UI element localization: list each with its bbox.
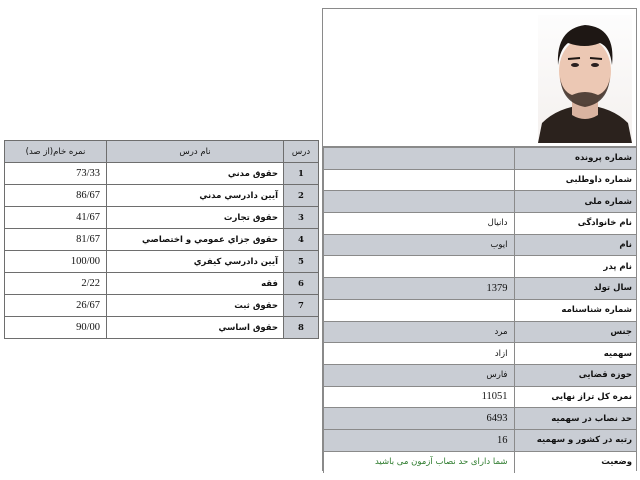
info-label: سال تولد xyxy=(514,278,636,300)
status-message: شما دارای حد نصاب آزمون می باشید xyxy=(324,451,515,473)
info-value: 16 xyxy=(324,429,515,451)
row-index: 5 xyxy=(284,251,319,273)
table-row xyxy=(5,317,319,339)
table-row xyxy=(5,185,319,207)
table-row xyxy=(5,251,319,273)
info-row-birth-year xyxy=(324,278,637,300)
row-index: 6 xyxy=(284,273,319,295)
photo-box xyxy=(323,9,636,147)
header-raw-score: نمره خام(از صد) xyxy=(5,141,107,163)
course-name: حقوق تجارت xyxy=(107,207,284,229)
info-value: 6493 xyxy=(324,408,515,430)
header-index: درس xyxy=(284,141,319,163)
table-row xyxy=(5,295,319,317)
table-row xyxy=(5,163,319,185)
row-index: 8 xyxy=(284,317,319,339)
course-name: حقوق اساسي xyxy=(107,317,284,339)
info-row-national-id xyxy=(324,191,637,213)
info-label: شماره ملی xyxy=(514,191,636,213)
info-value: مرد xyxy=(324,321,515,343)
info-label: شماره پرونده xyxy=(514,148,636,170)
info-row-quota-threshold xyxy=(324,408,637,430)
info-label: نام xyxy=(514,234,636,256)
info-row-first-name xyxy=(324,234,637,256)
info-value: ایوب xyxy=(324,234,515,256)
info-value: 11051 xyxy=(324,386,515,408)
course-name: آيين دادرسي كيفري xyxy=(107,251,284,273)
course-score: 100/00 xyxy=(5,251,107,273)
info-row-candidate-number xyxy=(324,169,637,191)
course-score: 41/67 xyxy=(5,207,107,229)
course-name: حقوق مدني xyxy=(107,163,284,185)
row-index: 4 xyxy=(284,229,319,251)
candidate-info-table xyxy=(323,147,636,473)
info-label: حد نصاب در سهمیه xyxy=(514,408,636,430)
info-value: دانیال xyxy=(324,213,515,235)
row-index: 7 xyxy=(284,295,319,317)
course-name: حقوق ثبت xyxy=(107,295,284,317)
info-row-gender xyxy=(324,321,637,343)
info-row-status xyxy=(324,451,637,473)
course-score: 90/00 xyxy=(5,317,107,339)
info-label: وضعیت xyxy=(514,451,636,473)
info-label: شماره شناسنامه xyxy=(514,299,636,321)
info-row-last-name xyxy=(324,213,637,235)
info-label: نام پدر xyxy=(514,256,636,278)
header-course-name: نام درس xyxy=(107,141,284,163)
info-row-final-score xyxy=(324,386,637,408)
info-value xyxy=(324,299,515,321)
row-index: 1 xyxy=(284,163,319,185)
info-row-judicial-district xyxy=(324,364,637,386)
grades-table xyxy=(4,140,319,339)
candidate-profile-panel xyxy=(322,8,637,471)
info-value xyxy=(324,191,515,213)
info-value: 1379 xyxy=(324,278,515,300)
person-portrait-icon xyxy=(538,15,632,143)
course-name: فقه xyxy=(107,273,284,295)
info-row-quota xyxy=(324,343,637,365)
row-index: 3 xyxy=(284,207,319,229)
info-label: نمره کل تراز نهایی xyxy=(514,386,636,408)
info-row-father-name xyxy=(324,256,637,278)
info-label: حوزه قضایی xyxy=(514,364,636,386)
info-label: شماره داوطلبی xyxy=(514,169,636,191)
course-name: آيين دادرسي مدني xyxy=(107,185,284,207)
course-score: 81/67 xyxy=(5,229,107,251)
table-row xyxy=(5,207,319,229)
info-label: سهمیه xyxy=(514,343,636,365)
info-value: ازاد xyxy=(324,343,515,365)
info-value xyxy=(324,256,515,278)
row-index: 2 xyxy=(284,185,319,207)
table-row xyxy=(5,229,319,251)
course-score: 86/67 xyxy=(5,185,107,207)
info-row-rank xyxy=(324,429,637,451)
course-name: حقوق جزاي عمومي و اختصاصي xyxy=(107,229,284,251)
info-label: جنس xyxy=(514,321,636,343)
table-row xyxy=(5,273,319,295)
candidate-photo xyxy=(538,15,632,143)
course-score: 2/22 xyxy=(5,273,107,295)
grades-header-row xyxy=(5,141,319,163)
course-score: 73/33 xyxy=(5,163,107,185)
course-score: 26/67 xyxy=(5,295,107,317)
info-row-birth-certificate-number xyxy=(324,299,637,321)
info-value xyxy=(324,169,515,191)
info-label: نام خانوادگی xyxy=(514,213,636,235)
info-label: رتبه در کشور و سهمیه xyxy=(514,429,636,451)
info-value xyxy=(324,148,515,170)
info-row-file-number xyxy=(324,148,637,170)
info-value: فارس xyxy=(324,364,515,386)
